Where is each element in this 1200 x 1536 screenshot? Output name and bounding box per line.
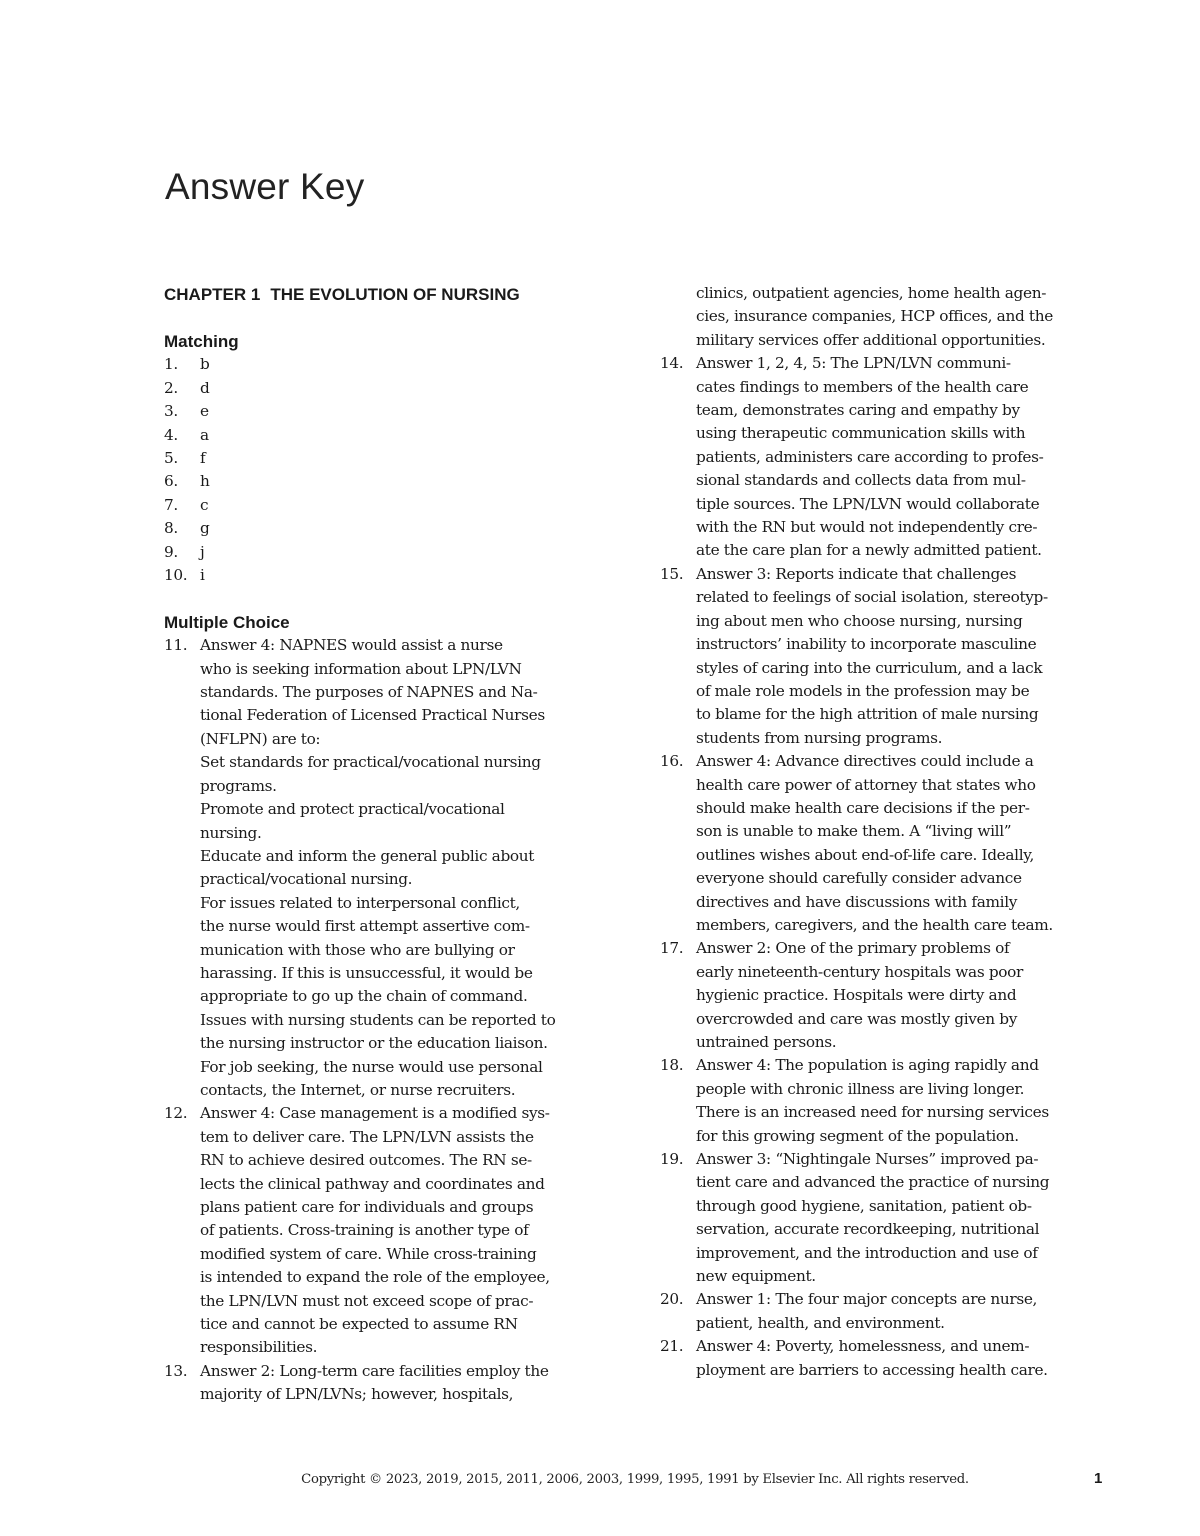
list-item: 10. i — [164, 566, 205, 585]
answer-item-18: 18. Answer 4: The population is aging rapidly and people with chronic illness are living longer. There is an increased need for nursing services for this growing segment of the population. — [660, 1056, 1049, 1145]
list-item: 8. g — [164, 519, 210, 538]
list-item: 1. b — [164, 355, 210, 374]
multiple-choice-heading: Multiple Choice — [164, 612, 290, 632]
answer-item-21: 21. Answer 4: Poverty, homelessness, and unem- ployment are barriers to accessing health care. — [660, 1337, 1048, 1379]
copyright-notice: Copyright © 2023, 2019, 2015, 2011, 2006, 2003, 1999, 1995, 1991 by Elsevier Inc. All rights reserved. — [301, 1472, 969, 1487]
chapter-title: THE EVOLUTION OF NURSING — [270, 285, 520, 304]
answer-item-19: 19. Answer 3: “Nightingale Nurses” improved pa- tient care and advanced the practice of nursing through good hygiene, sanitation, patient ob- servation, accurate recordkeeping, nutritional improvement, and the introduction and use of new equipment. — [660, 1150, 1050, 1286]
chapter-number: CHAPTER 1 — [164, 285, 261, 304]
list-item: 2. d — [164, 378, 210, 397]
right-column — [660, 282, 1110, 1382]
answer-item-11: 11. Answer 4: NAPNES would assist a nurse who is seeking information about LPN/LVN standards. The purposes of NAPNES and Na- tional Federation of Licensed Practical Nurses (NFLPN) are to: Set standards for practical/vocational nursing programs. Promote and protect practical/vocational nursing. Educate and inform the general public about practical/vocational nursing. For issues related to interpersonal conflict, the nurse would first attempt assertive com- munication with those who are bullying or harassing. If this is unsuccessful, it would be appropriate to go up the chain of command. Issues with nursing students can be reported to the nursing instructor or the education liaison. For job seeking, the nurse would use personal contacts, the Internet, or nurse recruiters. — [164, 636, 556, 1099]
answer-item-17: 17. Answer 2: One of the primary problems of early nineteenth-century hospitals was poor hygienic practice. Hospitals were dirty and overcrowded and care was mostly given by untrained persons. — [660, 939, 1023, 1051]
answer-item-13-continued: clinics, outpatient agencies, home health agen- cies, insurance companies, HCP offices, and the military services offer additional opportunities. — [696, 284, 1053, 349]
list-item: 9. j — [164, 542, 205, 561]
answer-item-20: 20. Answer 1: The four major concepts are nurse, patient, health, and environment. — [660, 1290, 1038, 1332]
answer-item-12: 12. Answer 4: Case management is a modified sys- tem to deliver care. The LPN/LVN assists the RN to achieve desired outcomes. The RN se- lects the clinical pathway and coordinates and plans patient care for individuals and groups of patients. Cross-training is another type of modified system of care. While cross-training is intended to expand the role of the employee, the LPN/LVN must not exceed scope of prac- tice and cannot be expected to assume RN responsibilities. — [164, 1104, 550, 1357]
chapter-heading — [164, 282, 614, 308]
answer-item-14: 14. Answer 1, 2, 4, 5: The LPN/LVN communi- cates findings to members of the health care team, demonstrates caring and empathy by using therapeutic communication skills with patients, administers care according to profes- sional standards and collects data from mul- tiple sources. The LPN/LVN would collaborate with the RN but would not independently cre- ate the care plan for a newly admitted patient. — [660, 354, 1044, 560]
left-column — [164, 282, 614, 1407]
page-number: 1 — [1094, 1470, 1103, 1487]
list-item: 3. e — [164, 402, 209, 421]
answer-item-16: 16. Answer 4: Advance directives could include a health care power of attorney that states who should make health care decisions if the per- son is unable to make them. A “living will” outlines wishes about end-of-life care. Ideally, everyone should carefully consider advance directives and have discussions with family members, caregivers, and the health care team. — [660, 752, 1053, 934]
matching-heading: Matching — [164, 332, 239, 351]
answer-item-15: 15. Answer 3: Reports indicate that challenges related to feelings of social isolation, stereotyp- ing about men who choose nursing, nursing instructors’ inability to incorporate masculine styles of caring into the curriculum, and a lack of male role models in the profession may be to blame for the high attrition of male nursing students from nursing programs. — [660, 564, 1048, 747]
answer-item-13: 13. Answer 2: Long-term care facilities employ the majority of LPN/LVNs; however, hospitals, — [164, 1361, 549, 1404]
list-item: 5. f — [164, 449, 206, 468]
list-item: 4. a — [164, 425, 209, 444]
list-item: 7. c — [164, 495, 209, 514]
list-item: 6. h — [164, 472, 210, 491]
page-title: Answer Key — [165, 166, 365, 207]
matching-list — [164, 353, 614, 587]
